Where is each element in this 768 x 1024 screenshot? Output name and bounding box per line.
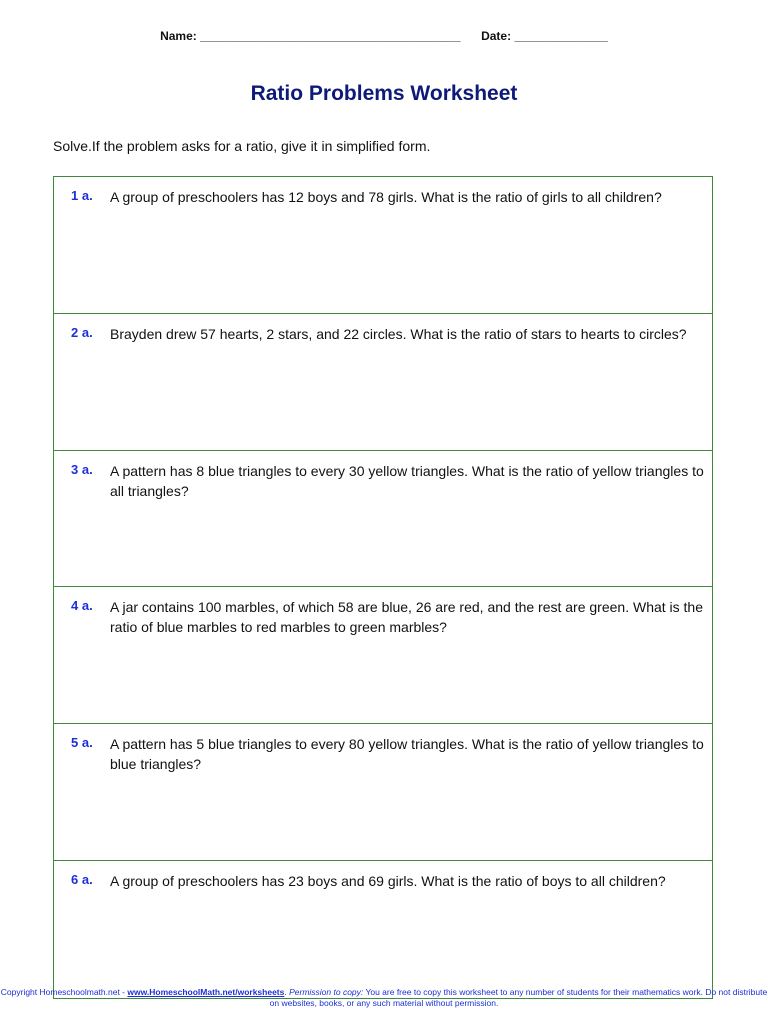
name-label: Name: bbox=[160, 29, 197, 43]
problems-table bbox=[53, 176, 713, 999]
problem-text: A pattern has 5 blue triangles to every 80 yellow triangles. What is the ratio of yellow triangles to blue triangles? bbox=[110, 736, 704, 773]
footer bbox=[0, 987, 768, 1009]
problem-number: 3 a. bbox=[71, 461, 93, 477]
footer-link[interactable]: www.HomeschoolMath.net/worksheets bbox=[127, 987, 285, 997]
problem-text: A pattern has 8 blue triangles to every 30 yellow triangles. What is the ratio of yellow triangles to all triangles? bbox=[110, 462, 704, 499]
instructions: Solve.If the problem asks for a ratio, give it in simplified form. bbox=[53, 138, 431, 154]
problem-text: A group of preschoolers has 23 boys and 69 girls. What is the ratio of boys to all children? bbox=[110, 872, 666, 889]
problem-text: A group of preschoolers has 12 boys and 78 girls. What is the ratio of girls to all children? bbox=[110, 189, 662, 205]
problem-row bbox=[54, 724, 712, 861]
problem-text: Brayden drew 57 hearts, 2 stars, and 22 circles. What is the ratio of stars to hearts to circles? bbox=[110, 325, 687, 342]
footer-copyright: Copyright Homeschoolmath.net - bbox=[0, 987, 128, 997]
footer-permission-text: You are free to copy this worksheet to any number of students for their mathematics work. Do not distribute on websites, books, or any such material without permission. bbox=[269, 987, 768, 1008]
problem-row bbox=[54, 451, 712, 588]
problem-number: 4 a. bbox=[71, 598, 93, 614]
footer-separator: . bbox=[284, 987, 290, 997]
page-title: Ratio Problems Worksheet bbox=[250, 82, 518, 105]
problem-number: 5 a. bbox=[71, 735, 93, 751]
problem-row bbox=[54, 861, 712, 998]
problem-row bbox=[54, 177, 712, 314]
footer-permission-label: Permission to copy: bbox=[289, 987, 364, 997]
date-label: Date: bbox=[481, 29, 512, 43]
problem-number: 6 a. bbox=[71, 871, 93, 887]
problem-number: 1 a. bbox=[71, 188, 93, 203]
header-fields bbox=[0, 29, 768, 43]
problem-row bbox=[54, 314, 712, 451]
problem-number: 2 a. bbox=[71, 324, 93, 340]
problem-row bbox=[54, 587, 712, 724]
name-line: _______________________________________ bbox=[200, 29, 461, 43]
date-line: ______________ bbox=[514, 29, 608, 43]
problem-text: A jar contains 100 marbles, of which 58 are blue, 26 are red, and the rest are green. What is the ratio of blue marbles to red marbles to green marbles? bbox=[110, 599, 704, 636]
